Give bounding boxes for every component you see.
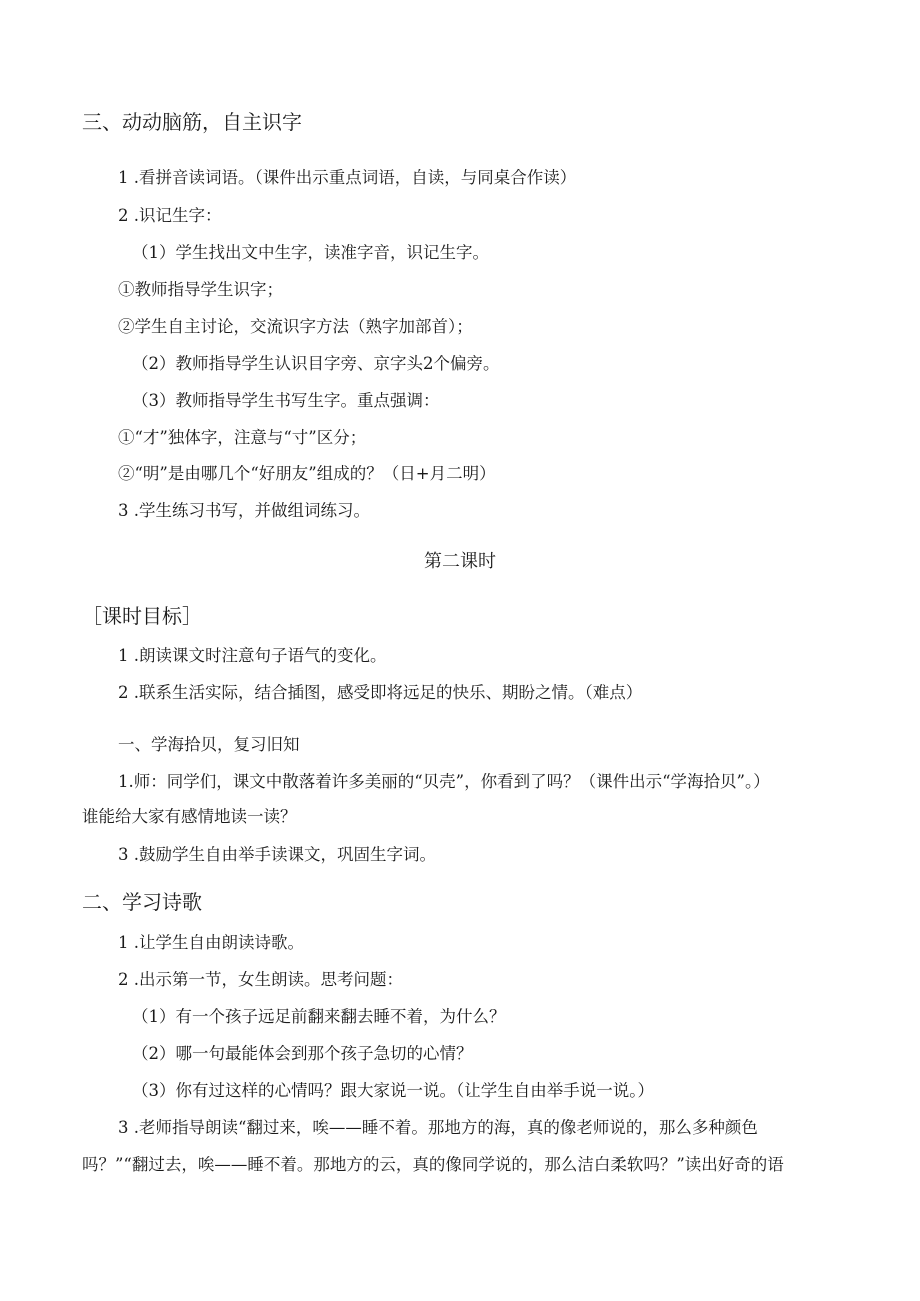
- list-item: 1 .看拼音读词语。（课件出示重点词语，自读，与同桌合作读）: [118, 168, 577, 187]
- list-item: （2）哪一句最能体会到那个孩子急切的心情？: [132, 1044, 473, 1063]
- list-item: ①“才”独体字，注意与“寸”区分；: [118, 428, 367, 447]
- objective-item: 1 .朗读课文时注意句子语气的变化。: [118, 646, 387, 665]
- list-item: 2 .出示第一节，女生朗读。思考问题：: [118, 970, 403, 989]
- list-item: ②学生自主讨论，交流识字方法（熟字加部首）；: [118, 317, 473, 336]
- paragraph-line: 1.师：同学们，课文中散落着许多美丽的“贝壳”，你看到了吗？（课件出示“学海拾贝”。）: [118, 772, 770, 791]
- list-item: （3）你有过这样的心情吗？跟大家说一说。（让学生自由举手说一说。）: [132, 1081, 654, 1100]
- list-item: （1）学生找出文中生字，读准字音，识记生字。: [132, 243, 489, 262]
- paragraph-line: 吗？”“翻过去，唉——睡不着。那地方的云，真的像同学说的，那么洁白柔软吗？”读出好奇的语: [82, 1155, 784, 1174]
- list-item: 2 .识记生字：: [118, 206, 222, 225]
- list-item: （1）有一个孩子远足前翻来翻去睡不着，为什么？: [132, 1007, 506, 1026]
- section-heading-3: 三、动动脑筋，自主识字: [82, 110, 302, 134]
- list-item: ①教师指导学生识字；: [118, 280, 283, 299]
- list-item: ②“明”是由哪几个“好朋友”组成的？（日+月二明）: [118, 464, 496, 483]
- objectives-heading: ［课时目标］: [82, 604, 202, 628]
- paragraph-line: 3 .老师指导朗读“翻过来，唉——睡不着。那地方的海，真的像老师说的，那么多种颜色: [118, 1118, 758, 1137]
- list-item: 3 .学生练习书写，并做组词练习。: [118, 501, 370, 520]
- paragraph-line: 谁能给大家有感情地读一读？: [82, 807, 297, 826]
- list-item: （2）教师指导学生认识目字旁、京字头2个偏旁。: [132, 354, 500, 373]
- list-item: 1 .让学生自由朗读诗歌。: [118, 933, 304, 952]
- objective-item: 2 .联系生活实际，结合插图，感受即将远足的快乐、期盼之情。（难点）: [118, 683, 643, 702]
- lesson-title: 第二课时: [424, 551, 496, 572]
- part1-heading: 一、学海拾贝，复习旧知: [118, 735, 300, 754]
- part2-heading: 二、学习诗歌: [82, 890, 202, 914]
- list-item: （3）教师指导学生书写生字。重点强调：: [132, 391, 440, 410]
- list-item: 3 .鼓励学生自由举手读课文，巩固生字词。: [118, 845, 436, 864]
